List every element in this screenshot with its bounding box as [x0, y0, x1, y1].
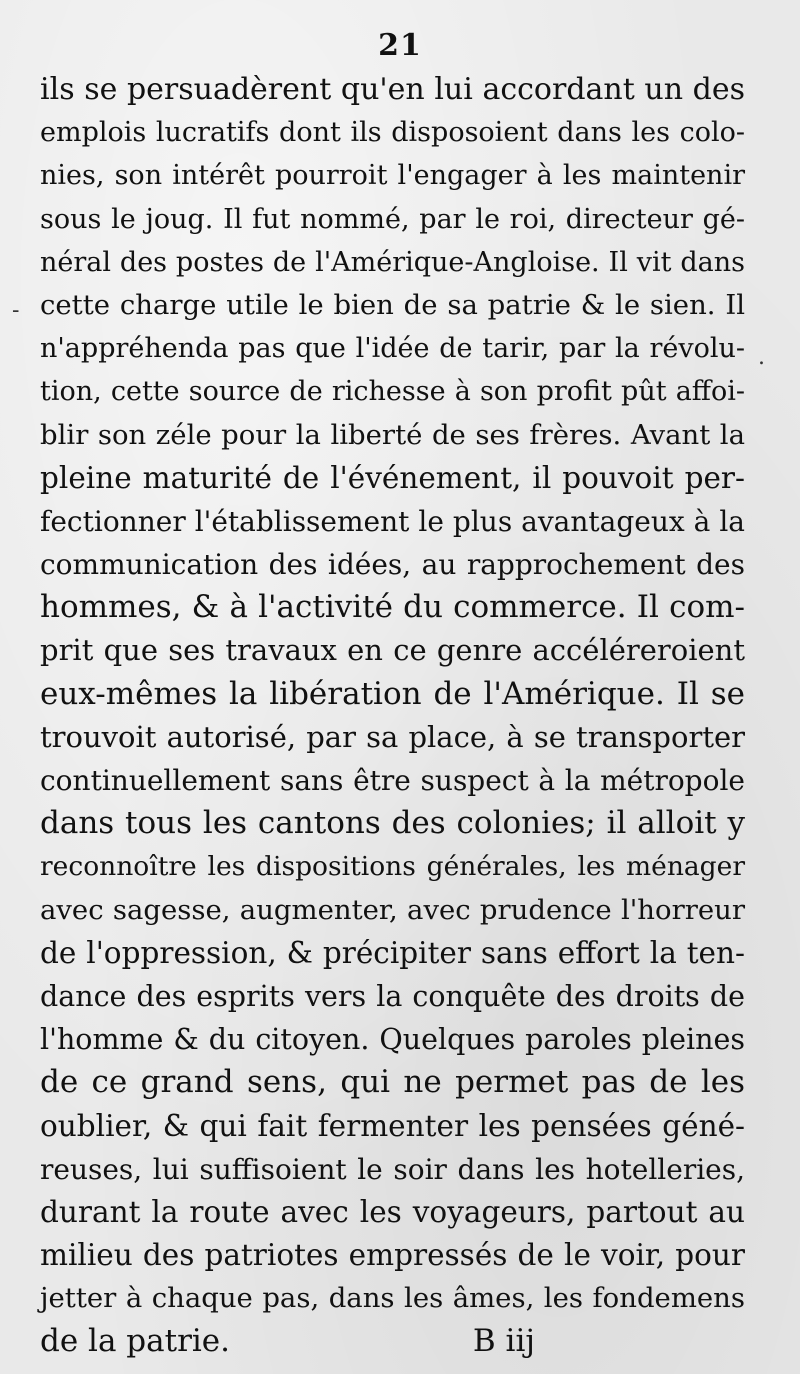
text-line-19: reconnoître les dispositions générales, les ménager [40, 851, 745, 883]
text-line-28: milieu des patriotes empressés de le voir, pour [40, 1238, 745, 1273]
text-line-25: oublier, & qui fait fermenter les pensées géné- [40, 1108, 745, 1143]
text-line-4: sous le joug. Il fut nommé, par le roi, directeur gé- [40, 203, 745, 235]
text-line-9: blir son zéle pour la liberté de ses frères. Avant la [40, 418, 745, 451]
text-line-15: eux-mêmes la libération de l'Amérique. Il se [40, 675, 745, 712]
text-line-27: durant la route avec les voyageurs, partout au [40, 1194, 745, 1229]
text-line-11: fectionner l'établissement le plus avantageux à la [40, 504, 745, 538]
text-line-10: pleine maturité de l'événement, il pouvoit per- [40, 460, 745, 495]
text-line-3: nies, son intérêt pourroit l'engager à les maintenir [40, 160, 745, 192]
text-line-6: cette charge utile le bien de sa patrie & le sien. Il [40, 288, 745, 321]
text-line-1: ils se persuadèrent qu'en lui accordant un des [40, 72, 745, 107]
text-line-24: de ce grand sens, qui ne permet pas de les [40, 1064, 745, 1101]
text-line-22: dance des esprits vers la conquête des droits de [40, 979, 745, 1013]
text-line-12: communication des idées, au rapprochement des [40, 548, 745, 582]
text-line-26: reuses, lui suffisoient le soir dans les hotelleries, [40, 1152, 745, 1186]
text-line-21: de l'oppression, & précipiter sans effort la ten- [40, 935, 745, 970]
last-line-text: de la patrie. [40, 1323, 231, 1360]
text-line-18: dans tous les cantons des colonies; il alloit y [40, 805, 745, 842]
text-line-17: continuellement sans être suspect à la métropole [40, 764, 745, 797]
text-line-7: n'appréhenda pas que l'idée de tarir, par la révolu- [40, 333, 745, 365]
text-line-2: emplois lucratifs dont ils disposoient dans les colo- [40, 117, 745, 149]
page-text [40, 68, 745, 1364]
text-line-5: néral des postes de l'Amérique-Angloise. Il vit dans [40, 246, 745, 278]
text-line-23: l'homme & du citoyen. Quelques paroles pleines [40, 1023, 745, 1057]
text-line-29: jetter à chaque pas, dans les âmes, les fondemens [40, 1282, 745, 1315]
text-line-8: tion, cette source de richesse à son profit pût affoi- [40, 376, 745, 408]
signature-mark: B iij [472, 1323, 535, 1360]
text-line-last [40, 1320, 745, 1363]
text-line-14: prit que ses travaux en ce genre accéléreroient [40, 633, 745, 668]
margin-dot-mark: . [758, 345, 765, 370]
text-line-16: trouvoit autorisé, par sa place, à se transporter [40, 719, 745, 754]
margin-dash-mark: - [12, 298, 20, 323]
page-number: 21 [378, 28, 422, 63]
text-line-13: hommes, & à l'activité du commerce. Il com- [40, 589, 745, 626]
text-line-20: avec sagesse, augmenter, avec prudence l'horreur [40, 893, 745, 926]
